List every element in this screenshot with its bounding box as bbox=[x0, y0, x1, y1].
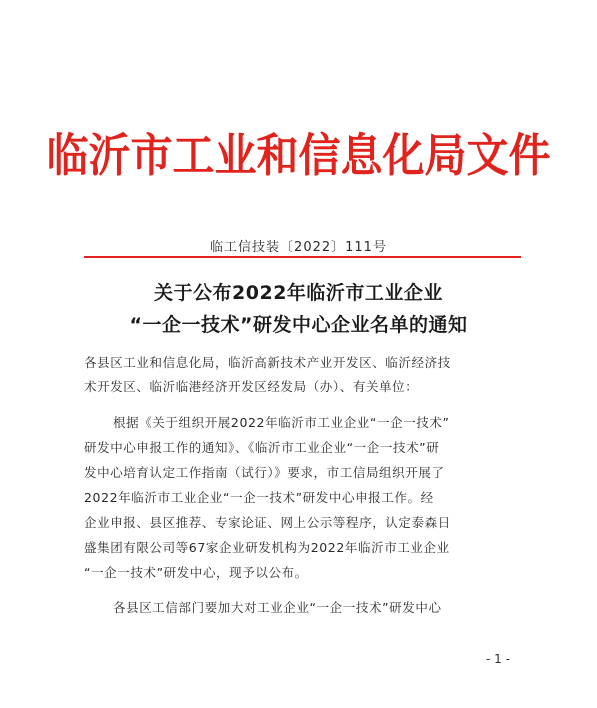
document-number: 临工信技装〔2022〕111号 bbox=[210, 240, 387, 255]
body-line: “一企一技术”研发中心，现予以公布。 bbox=[84, 565, 308, 580]
body-line: 发中心培育认定工作指南（试行）》要求，市工信局组织开展了 bbox=[84, 465, 445, 480]
body-line: 研发中心申报工作的通知》、《临沂市工业企业“一企一技术”研 bbox=[84, 440, 440, 455]
body-line: 根据《关于组织开展2022年临沂市工业企业“一企一技术” bbox=[113, 415, 450, 430]
notice-title-line-2: “一企一技术”研发中心企业名单的通知 bbox=[129, 314, 468, 336]
notice-title-line-1: 关于公布2022年临沂市工业企业 bbox=[154, 282, 443, 304]
body-line: 各县区工信部门要加大对工业企业“一企一技术”研发中心 bbox=[113, 600, 442, 615]
body-line: 盛集团有限公司等67家企业研发机构为2022年临沂市工业企业 bbox=[84, 540, 450, 555]
masthead-title: 临沂市工业和信息化局文件 bbox=[46, 129, 551, 182]
body-line: 各县区工业和信息化局，临沂高新技术产业开发区、临沂经济技 bbox=[84, 355, 451, 370]
body-line: 企业申报、县区推荐、专家论证、网上公示等程序，认定泰森日 bbox=[84, 515, 451, 530]
red-divider-line bbox=[84, 256, 521, 258]
page-number: - 1 - bbox=[486, 652, 510, 666]
body-line: 术开发区、临沂临港经济开发区经发局（办）、有关单位： bbox=[84, 379, 419, 394]
body-line: 2022年临沂市工业企业“一企一技术”研发中心申报工作。经 bbox=[84, 490, 434, 505]
